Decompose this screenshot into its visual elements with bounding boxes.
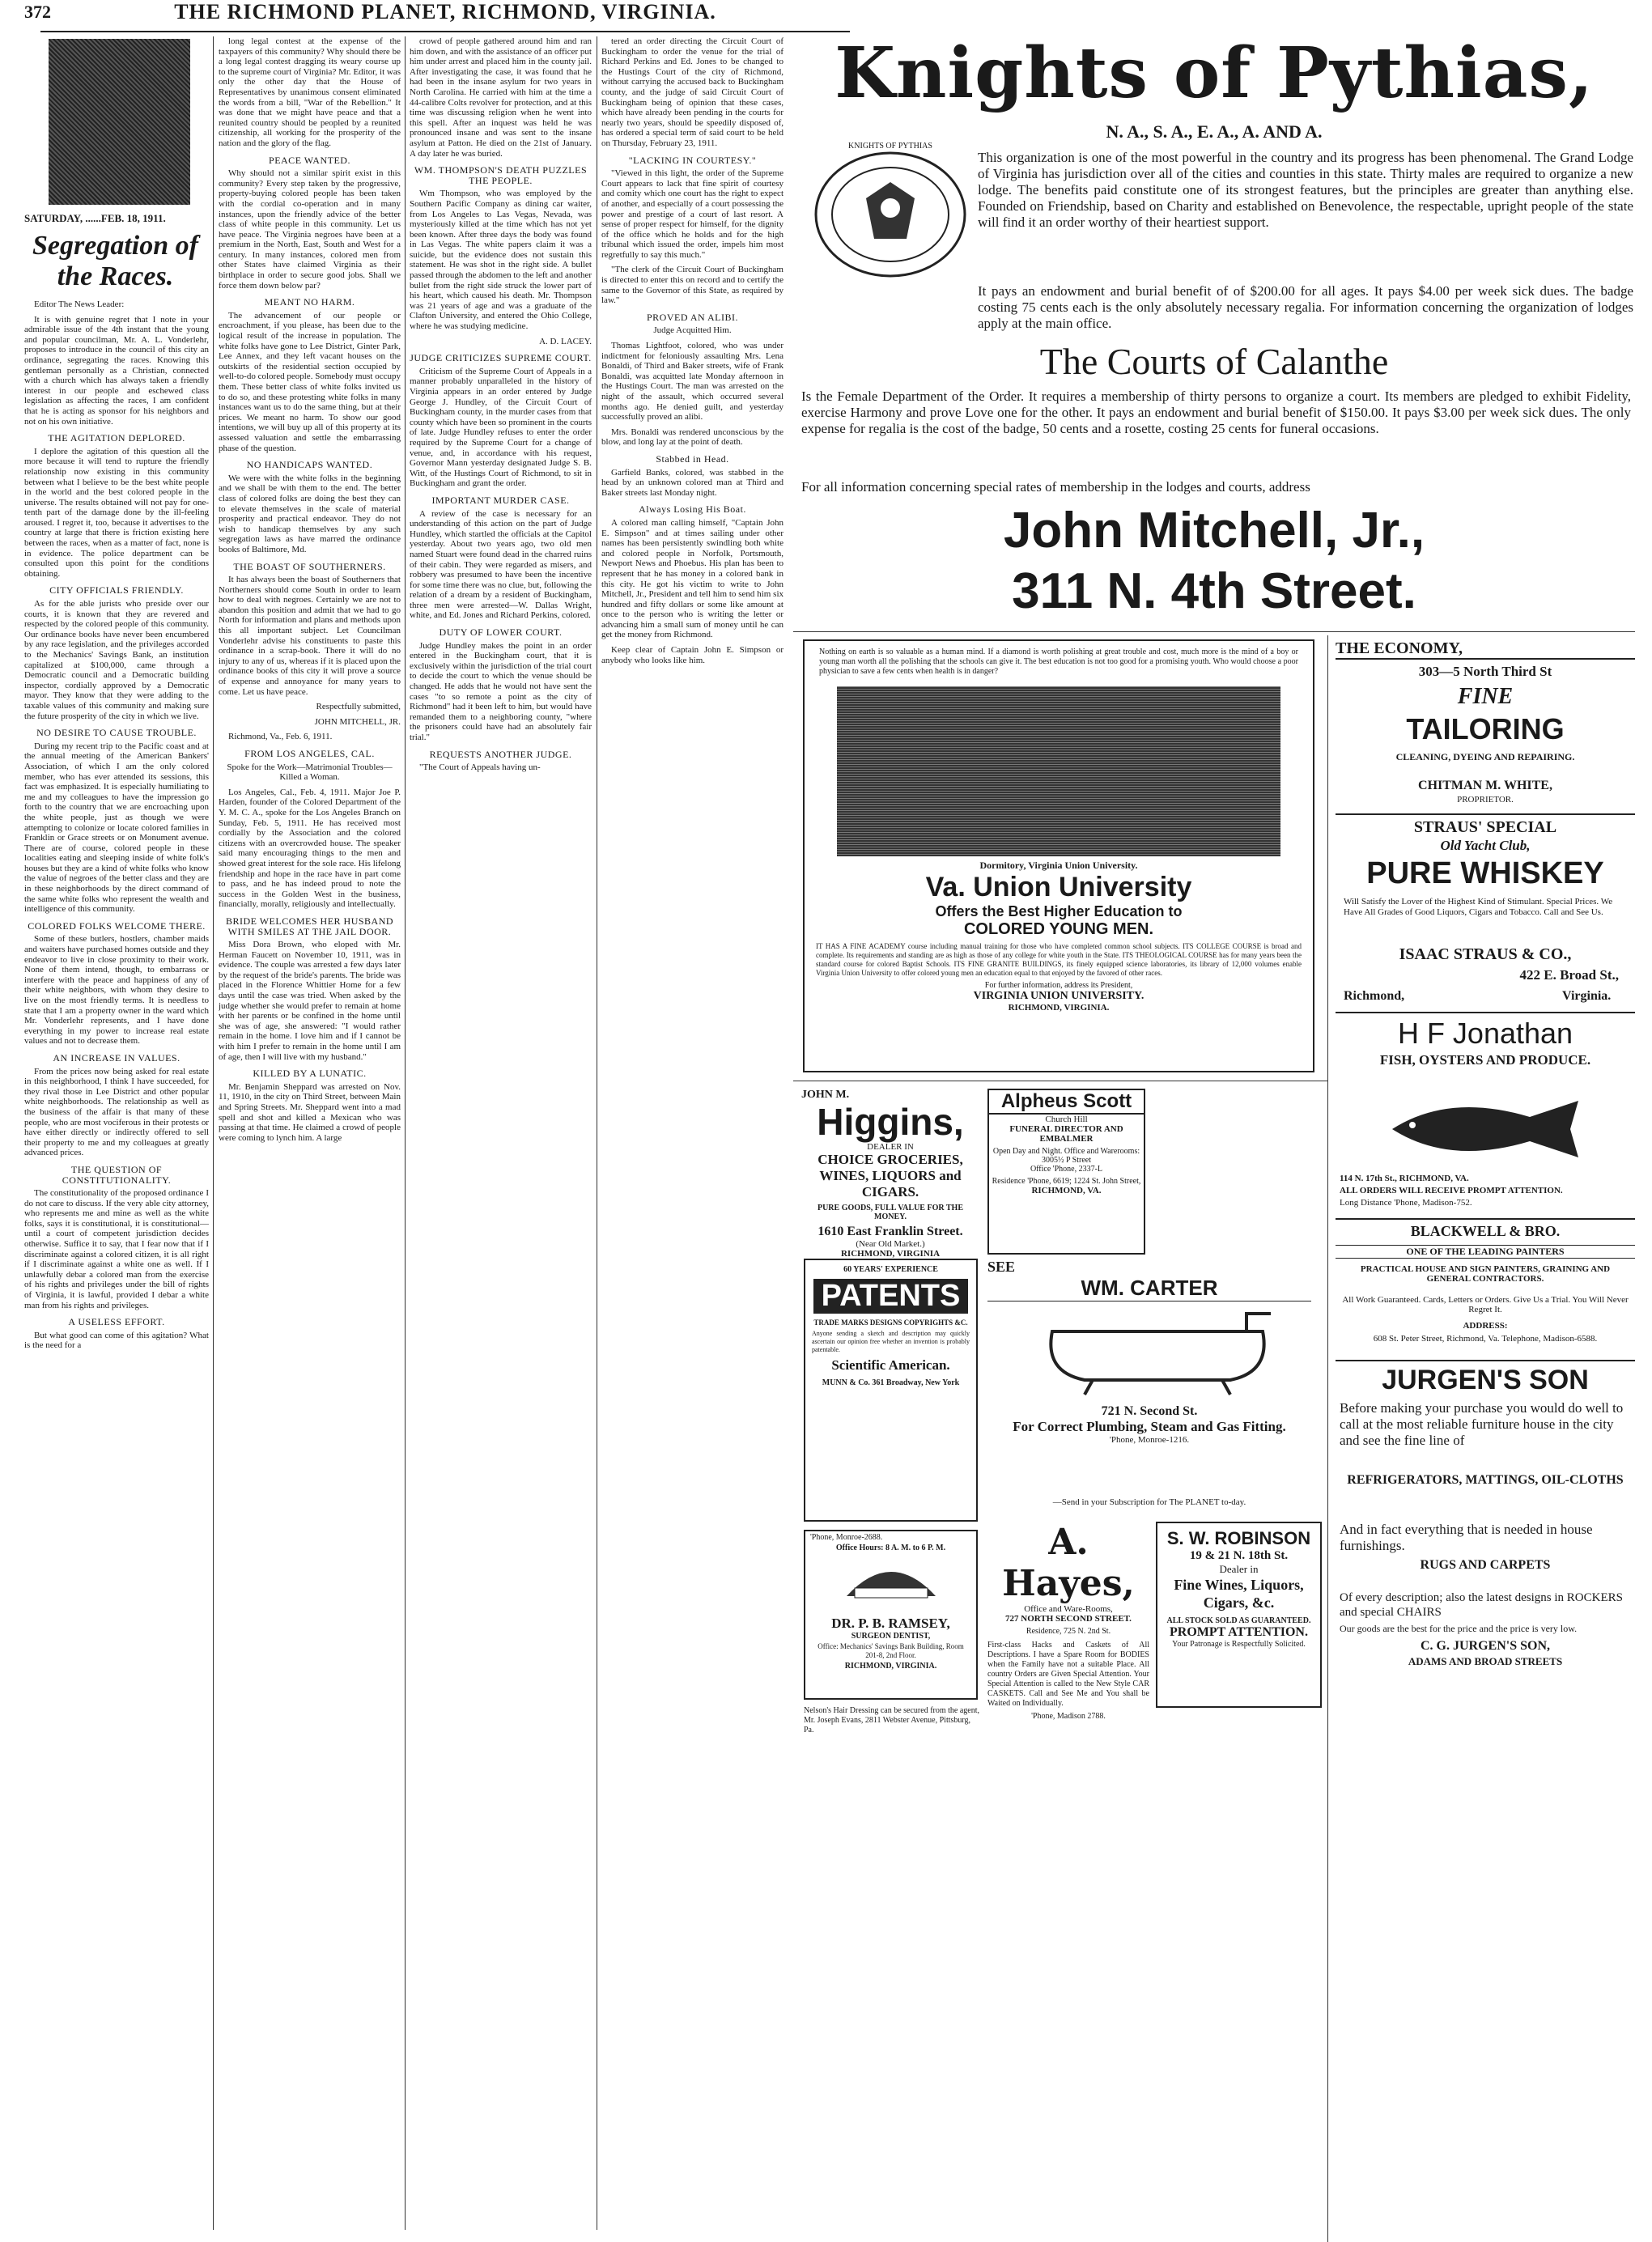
jonathan-address: 114 N. 17th St., RICHMOND, VA. xyxy=(1340,1174,1469,1183)
jonathan-name: H F Jonathan xyxy=(1336,1012,1635,1051)
blackwell-address: 608 St. Peter Street, Richmond, Va. Telephone, Madison-6588. xyxy=(1373,1334,1598,1344)
carter-address: 721 N. Second St. xyxy=(1101,1404,1198,1418)
editorial-paragraph: The constitutionality of the proposed ordinance I do not care to discuss. If the very able city attorney, who represents me and mine as well as the white folks, says it is constitutional, it is constitutional—until a court of competent jurisdiction decides otherwise. Suffice it to say, that I fear now that if I discriminate against a colored citizen, it is all right if I discriminate against a white one as well. If I unlawfully debar a colored man from the exercise of his rights and privileges under the bill of rights of Virginia, it is lawful, provided I debar a white man from his rights and privileges. xyxy=(24,1188,209,1310)
editorial-subhead: THE AGITATION DEPLORED. xyxy=(48,432,185,444)
higgins-near: (Near Old Market.) xyxy=(856,1239,925,1249)
ramsey-phone: 'Phone, Monroe-2688. xyxy=(810,1533,883,1542)
article-paragraph: Judge Hundley makes the point in an order entered in the Buckingham court, that it is exclusively within the jurisdiction of the trial court to decide the court to which the venue should be changed. He adds that he would not have sent the cases "to so remote a point as the city of Richmond" had it been left to him, but would have remanded them to a neighboring county, "where the prisoners could have had an absolutely fair trial." xyxy=(410,640,592,742)
editorial-subhead: COLORED FOLKS WELCOME THERE. xyxy=(28,919,206,932)
higgins-goods: CHOICE GROCERIES, WINES, LIQUORS and CIGARS. xyxy=(818,1152,963,1200)
article-subhead: THE BOAST OF SOUTHERNERS. xyxy=(233,560,386,572)
patents-sci: Scientific American. xyxy=(831,1357,950,1373)
carter-see: SEE xyxy=(987,1259,1016,1275)
editorial-paragraph: As for the able jurists who preside over our courts, it is known that they are revered and respected by the colored people of this community. Our ordinance books have never been encumbered by any race legislation, and the privileges accorded to the Mechanics' Savings Bank, an institution capitalized at $100,000, came through a Democratic council and a Democratic building inspector, cordially approved by a Democratic mayor. They know that they were adding to the taxable values of this community and making sure the future prosperity of the city in which we live. xyxy=(24,599,209,721)
scott-name: Alpheus Scott xyxy=(989,1090,1144,1115)
vuu-body: IT HAS A FINE ACADEMY course including manual training for those who have completed common school subjects. ITS COLLEGE COURSE is broad and complete. Its requirements and standing are as high as those of any college for white youth in the State. ITS THEOLOGICAL COURSE has for many years been the standard course for colored Baptist Schools. ITS FINE GRANITE BUILDINGS, its finely equipped science laboratories, its library of 12,000 volumes enable Virginia Union University to offer colored young men an education equal to that enjoyed by the favored of other races. xyxy=(816,942,1302,977)
hayes-residence: Residence, 725 N. 2nd St. xyxy=(1026,1627,1111,1636)
scott-residence: Residence 'Phone, 6619; 1224 St. John Street, xyxy=(992,1177,1141,1186)
article-paragraph: It has always been the boast of Southerners that Northerners should come South in order to learn how to deal with negroes. Certainly we are not to abandon this position and admit that we had to go North for information and plans and methods upon this all important subject. Let Councilman Vonderlehr advise his constituents to paste this ordinance in a scrap-book. There it will do no injury to any of us, whereas if it is placed upon the ordinance books of this city it will prove a source of expense and annoyance for many years to come. Let us have peace. xyxy=(219,575,401,697)
article-headline: BRIDE WELCOMES HER HUSBAND WITH SMILES AT THE JAIL DOOR. xyxy=(225,915,394,937)
editorial-paragraph: Some of these butlers, hostlers, chamber maids and waiters have purchased homes outside and they endeavor to live in close proximity to their work. None of them intend, though, to embarrass or interfere with the peace and happiness of any of their white neighbors, with whom they desire to live on the most friendly terms. It is needless to state that I am a property owner in the ward which Mr. Vonderlehr represents, and I have done everything in my power to increase real estate values and not to decrease them. xyxy=(24,934,209,1047)
editorial-subhead: AN INCREASE IN VALUES. xyxy=(53,1051,180,1064)
economy-fine: FINE xyxy=(1457,684,1514,709)
ramsey-hours: Office Hours: 8 A. M. to 6 P. M. xyxy=(835,1543,946,1552)
straus-body: Will Satisfy the Lover of the Highest Kind of Stimulant. Special Prices. We Have All Grades of Good Liquors, Cigars and Tobacco. Call and See Us. xyxy=(1344,897,1613,917)
jurgen-name: JURGEN'S SON xyxy=(1336,1360,1635,1396)
vuu-footer: VIRGINIA UNION UNIVERSITY. xyxy=(973,990,1145,1002)
jurgen-body: Before making your purchase you would do well to call at the most reliable furniture house in the city and see the fine line of xyxy=(1340,1400,1624,1448)
editorial-column-2 xyxy=(219,36,401,2230)
article-subhead: IMPORTANT MURDER CASE. xyxy=(431,494,570,506)
hayes-sub: Office and Ware-Rooms, xyxy=(1024,1604,1113,1614)
knights-subtitle: N. A., S. A., E. A., A. AND A. xyxy=(1106,121,1323,142)
carter-trade: For Correct Plumbing, Steam and Gas Fitting. xyxy=(1013,1419,1286,1434)
article-subhead: REQUESTS ANOTHER JUDGE. xyxy=(429,748,572,760)
editorial-paragraph: I deplore the agitation of this question all the more because it will tend to rupture the friendly relationship now existing in this community between what I believe to be the best white people in the world and the best colored people in the universe. The results obtained will not pay for one-tenth part of the damage done by the ill-feeling aroused. I regret it, too, because it advertises to the country at large that there is friction existing here between the races, when as a matter of fact, none is in evidence. The police department can be consulted upon this point for the conditions obtaining. xyxy=(24,446,209,579)
dormitory-photo xyxy=(837,686,1280,856)
jonathan-orders: ALL ORDERS WILL RECEIVE PROMPT ATTENTION. xyxy=(1340,1186,1563,1195)
ramsey-office: Office: Mechanics' Savings Bank Building, Room 201-8, 2nd Floor. xyxy=(818,1642,964,1659)
economy-role: PROPRIETOR. xyxy=(1457,795,1514,805)
higgins-name: Higgins, xyxy=(817,1101,964,1143)
calanthe-body: Is the Female Department of the Order. It requires a membership of thirty persons to organize a court. Its members are pledged to exhibit Fidelity, exercise Harmony and prove Love one for the other. It pays an endowment and burial benefit of $150.00. It pays $3.00 per week sick dues. The only expense for regalia is the cost of the badge, 50 cents and a rosette, costing 25 cents for funeral occasions. xyxy=(801,389,1631,436)
scott-ad xyxy=(987,1089,1145,1255)
place-date: Richmond, Va., Feb. 6, 1911. xyxy=(228,732,333,742)
signoff: Respectfully submitted, xyxy=(316,702,401,712)
knights-body: This organization is one of the most powerful in the country and its progress has been phenomenal. The Grand Lodge of Virginia has jurisdiction over all of the cities and counties in this state. Thirty males are required to organize a new lodge. The benefits paid constitute one of its strongest features, but the principles are greater than anything else. Founded on Friendship, based on Charity and established on Benevolence, the respectable, upright people of the state will find it an order worthy of their heartiest support. xyxy=(978,150,1633,230)
robinson-dealer: Dealer in xyxy=(1219,1563,1259,1575)
article-paragraph: long legal contest at the expense of the taxpayers of this community? Why should there be a long legal contest dragging its weary course up to the supreme court of Virginia? Mr. Editor, it was only the other day that the House of Representatives by unanimous consent eliminated the words from a bill, "War of the Rebellion." It was done that we might have peace and that a reunited country should be peopled by a reunited citizenship, all working for the prosperity of the nation and the glory of the flag. xyxy=(219,36,401,148)
editorial-paragraph: During my recent trip to the Pacific coast and at the annual meeting of the American Bankers' Association, of which I am the only colored member, who has ever attended its sessions, this fact was emphasized. It is especially humiliating to me and my colleagues to have the impression go forth to the country that we are encroaching upon the white people, just as though we were attempting to colonize or locate colored families in Franklin or Grace streets or on Monument avenue. There are of course, colored people in these localities eating and sleeping inside of white folk's houses but they are a kind of white folks who know the value of negroes of the better class and they are in these neighborhoods by the direct command of the same white folks who represent the wealth and intelligence of this community. xyxy=(24,741,209,915)
economy-owner: CHITMAN M. WHITE, xyxy=(1418,779,1552,792)
article-paragraph: crowd of people gathered around him and ran him down, and with the assistance of an officer put him under arrest and placed him in the county jail. After investigating the case, it was found that he had been in the insane asylum for two years in North Carolina. He carried with him at the time a 44-calibre Colts revolver for protection, and at this time was discussing religion when he went into this spell. After an inquest was held he was pronounced insane and was sent to the insane asylum at Patton. He died on the 21st of January. A day later he was buried. xyxy=(410,36,592,159)
economy-name: THE ECONOMY, xyxy=(1336,639,1635,660)
carter-name: WM. CARTER xyxy=(987,1276,1311,1301)
jurgen-sign: C. G. JURGEN'S SON, xyxy=(1420,1639,1551,1653)
article-paragraph: We were with the white folks in the beginning and we shall be with them to the end. The better class of colored folks are doing the best they can to elevate themselves in the scale of material prosperity and practical endeavor. They do not wish to handicap themselves by any such segregation laws as have marred the ordinance books of Baltimore, Md. xyxy=(219,473,401,554)
patents-ad xyxy=(804,1259,978,1522)
nelson-notice: Nelson's Hair Dressing can be secured from the agent, Mr. Joseph Evans, 2811 Webster Avenue, Pittsburg, Pa. xyxy=(804,1706,980,1735)
article-subhead: PEACE WANTED. xyxy=(269,154,350,166)
article-paragraph: "The clerk of the Circuit Court of Buckingham is directed to enter this on record and to certify the same to the Governor of this State, as required by law." xyxy=(601,265,784,306)
pythias-seal-icon xyxy=(809,150,971,279)
blackwell-name: BLACKWELL & BRO. xyxy=(1336,1218,1635,1240)
patents-body: Anyone sending a sketch and description may quickly ascertain our opinion free whether an invention is probably patentable. xyxy=(812,1330,970,1353)
patents-years: 60 YEARS' EXPERIENCE xyxy=(843,1265,938,1274)
article-headline: FROM LOS ANGELES, CAL. xyxy=(244,748,375,759)
page-number: 372 xyxy=(24,2,51,22)
vuu-intro: Nothing on earth is so valuable as a human mind. If a diamond is worth polishing at great trouble and cost, much more is the mind of a boy or young man worth all the polishing that the schools can give it. The best education is not too good for a promising youth. Who would choose a poor physician to save a few cents when health is in danger? xyxy=(819,648,1298,676)
blackwell-address-label: ADDRESS: xyxy=(1463,1321,1508,1331)
jurgen-address: ADAMS AND BROAD STREETS xyxy=(1408,1655,1563,1667)
vuu-caption: Dormitory, Virginia Union University. xyxy=(979,860,1138,871)
jurgen-items2: RUGS AND CARPETS xyxy=(1420,1558,1551,1572)
article-subhead: MEANT NO HARM. xyxy=(264,296,355,308)
dateline: SATURDAY, ......FEB. 18, 1911. xyxy=(24,212,166,224)
straus-club: Old Yacht Club, xyxy=(1440,838,1531,853)
contact-name: John Mitchell, Jr., xyxy=(1003,503,1425,558)
scott-hours: Open Day and Night. Office and Warerooms: 3005½ P Street xyxy=(992,1147,1140,1165)
article-paragraph: A colored man calling himself, "Captain John E. Simpson" and at times sailing under other names has been persistently swindling both white and colored people in Norfolk, Portsmouth, Newport News and Phoebus. His plan has been to represent that he has money in a colored bank in this city. He got his victim to write to John Mitchell, Jr., President and tell him to send him six hundred and fifty dollars or some like amount at once to the person who is writing the letter or advancing him a small sum of money until he can get the money from Richmond. xyxy=(601,517,784,640)
vuu-footer-city: RICHMOND, VIRGINIA. xyxy=(1008,1003,1110,1013)
robinson-address: 19 & 21 N. 18th St. xyxy=(1189,1549,1289,1562)
carter-details xyxy=(987,1404,1311,1445)
editorial-paragraph: From the prices now being asked for real estate in this neighborhood, I think I have succeeded, for they rival those in Lee District and other popular white neighborhoods. The relationship as well as the business of the affair is that many of these people, who are most vociferous in their protests or have either directly or indirectly offered to sell their property to me and my colleagues at greatly advanced prices. xyxy=(24,1066,209,1158)
editorial-subhead: CITY OFFICIALS FRIENDLY. xyxy=(49,584,184,597)
straus-product: PURE WHISKEY xyxy=(1366,856,1604,890)
straus-city: Richmond, xyxy=(1344,989,1405,1003)
article-headline: WM. THOMPSON'S DEATH PUZZLES THE PEOPLE. xyxy=(414,164,588,186)
patents-title: PATENTS xyxy=(813,1279,968,1314)
vuu-name: Va. Union University xyxy=(925,872,1192,902)
ramsey-city: RICHMOND, VIRGINIA. xyxy=(844,1662,937,1671)
blackwell-body: All Work Guaranteed. Cards, Letters or Orders. Give Us a Trial. You Will Never Regret It. xyxy=(1342,1295,1629,1314)
article-paragraph: "The Court of Appeals having un- xyxy=(419,762,541,773)
column-rule xyxy=(1327,635,1328,2242)
scott-trade: FUNERAL DIRECTOR AND EMBALMER xyxy=(1009,1124,1123,1144)
calanthe-title: The Courts of Calanthe xyxy=(1039,341,1389,382)
tooth-icon xyxy=(830,1556,952,1612)
jurgen-items: REFRIGERATORS, MATTINGS, OIL-CLOTHS xyxy=(1347,1473,1624,1487)
jurgen-body2: And in fact everything that is needed in house furnishings. xyxy=(1340,1522,1593,1553)
ramsey-trade: SURGEON DENTIST, xyxy=(851,1632,931,1641)
portrait-image xyxy=(49,39,190,205)
robinson-goods: Fine Wines, Liquors, Cigars, &c. xyxy=(1174,1577,1304,1611)
article-paragraph: Thomas Lightfoot, colored, who was under indictment for feloniously assaulting Mrs. Lena Bonaldi, of Third and Baker streets, wife of Frank Bonaldi, was acquitted late Monday afternoon in the Hustings Court. The man was arrested on the night of the assault, which occurred several months ago. He denied guilt, and yesterday successfully proved an alibi. xyxy=(601,341,784,422)
article-paragraph: Mrs. Bonaldi was rendered unconscious by the blow, and long lay at the point of death. xyxy=(601,427,784,448)
patents-munn: MUNN & Co. 361 Broadway, New York xyxy=(822,1378,960,1387)
blackwell-services: PRACTICAL HOUSE AND SIGN PAINTERS, GRAINING AND GENERAL CONTRACTORS. xyxy=(1360,1264,1611,1284)
article-paragraph: Miss Dora Brown, who eloped with Mr. Herman Faucett on November 10, 1911, was in evidence. The couple was arrested a few days later by the request of the bride's parents. The bride was placed in the Florence Whittier Home for a few days until the case was tried. When asked by the judge whether she would prefer to remain at home with her parents or be confined in the home until she was of age, she answered: "I would rather remain in the home. I love him and if I cannot be with him I prefer to remain in the home until I am of age, then I will live with my husband." xyxy=(219,940,401,1062)
signer: JOHN MITCHELL, JR. xyxy=(314,716,401,727)
straus-state: Virginia. xyxy=(1562,989,1612,1003)
carter-ad xyxy=(987,1259,1311,1301)
article-headline: Stabbed in Head. xyxy=(656,452,729,465)
article-paragraph: Garfield Banks, colored, was stabbed in the head by an unknown colored man at Third and Baker streets last Monday night. xyxy=(601,467,784,498)
knights-title: Knights of Pythias, xyxy=(834,32,1594,114)
article-deck: Spoke for the Work—Matrimonial Troubles—Killed a Woman. xyxy=(227,762,393,783)
editorial-paragraph: But what good can come of this agitation? What is the need for a xyxy=(24,1330,209,1351)
robinson-guarantee: ALL STOCK SOLD AS GUARANTEED. xyxy=(1166,1616,1311,1625)
jonathan-trade: FISH, OYSTERS AND PRODUCE. xyxy=(1379,1052,1591,1068)
hayes-body: First-class Hacks and Caskets of All Descriptions. I have a Spare Room for BODIES when the Family have not a suitable Place. All country Orders are Given Special Attention. Your Special Attention is called to the New Style CAR CASKETS. Call and See Me and You shall be Waited on Individually. xyxy=(987,1641,1149,1708)
vuu-footer-intro: For further information, address its President, xyxy=(984,981,1133,990)
ramsey-ad xyxy=(804,1530,978,1700)
masthead-title: THE RICHMOND PLANET, RICHMOND, VIRGINIA. xyxy=(40,0,850,32)
article-paragraph: Mr. Benjamin Sheppard was arrested on Nov. 11, 1910, in the city on Third Street, between Main and Spring Streets. Mr. Sheppard went into a mad spell and shot and killed a Mexican who was passing at that time. He claimed a crowd of people were coming to lynch him. A large xyxy=(219,1081,401,1143)
article-headline: PROVED AN ALIBI. xyxy=(646,311,738,323)
vuu-target: COLORED YOUNG MEN. xyxy=(963,920,1154,938)
scott-city: RICHMOND, VA. xyxy=(1031,1186,1102,1195)
hayes-phone: 'Phone, Madison 2788. xyxy=(1031,1712,1106,1721)
scott-church: Church Hill xyxy=(1045,1115,1088,1124)
straus-head: STRAUS' SPECIAL xyxy=(1336,813,1635,837)
hayes-name: A. Hayes, xyxy=(1002,1522,1135,1604)
article-deck: Judge Acquitted Him. xyxy=(653,325,732,336)
carter-phone: 'Phone, Monroe-1216. xyxy=(1109,1435,1190,1445)
news-column-4 xyxy=(601,36,784,1647)
higgins-pre: JOHN M. xyxy=(801,1089,850,1101)
economy-services: CLEANING, DYEING AND REPAIRING. xyxy=(1395,751,1575,762)
editorial-subhead: THE QUESTION OF CONSTITUTIONALITY. xyxy=(62,1163,172,1186)
editorial-headline: Segregation of the Races. xyxy=(32,231,198,291)
article-paragraph: Los Angeles, Cal., Feb. 4, 1911. Major Joe P. Harden, founder of the Colored Department of the Y. M. C. A., spoke for the Los Angeles Branch on Sunday, Feb. 5, 1911. He has received most cordially by the Association and the colored citizens with an overcrowded house. The speaker said many encouraging things to the men and showed great interest for the sole race. His lifelong friendship and hope in the race have in part come to pass, and he has indeed proud to note the success in the Golden West in the business, financially, morally, religiously and intellectually. xyxy=(219,787,401,910)
robinson-ad xyxy=(1156,1522,1322,1708)
higgins-address: 1610 East Franklin Street. xyxy=(818,1225,963,1238)
column-rule xyxy=(213,36,214,2230)
article-subhead: "LACKING IN COURTESY." xyxy=(628,154,757,166)
vuu-offer: Offers the Best Higher Education to xyxy=(935,903,1183,919)
bathtub-icon xyxy=(1004,1307,1311,1396)
article-headline: JUDGE CRITICIZES SUPREME COURT. xyxy=(410,352,592,364)
higgins-city: RICHMOND, VIRGINIA xyxy=(840,1249,941,1259)
article-paragraph: tered an order directing the Circuit Court of Buckingham to order the venue for the trial of Richard Perkins and Ed. Jones to be changed to the Hustings Court of the city of Richmond, without carrying the accused back to Buckingham county, and the judge of said Circuit Court of Buckingham being of opinion that these cases, which have already been pending in the courts for nearly two years, should be speedily disposed of, has ordered a special term of said court to be held on Thursday, February 23, 1911. xyxy=(601,36,784,148)
jonathan-phone: Long Distance 'Phone, Madison-752. xyxy=(1340,1198,1472,1208)
news-column-3 xyxy=(410,36,592,2230)
higgins-dealer: DEALER IN xyxy=(867,1142,914,1152)
straus-address: 422 E. Broad St., xyxy=(1519,967,1619,983)
jurgen-body4: Our goods are the best for the price and the price is very low. xyxy=(1340,1623,1578,1634)
article-paragraph: The advancement of our people or encroachment, if you please, has been due to the logical result of the increase in population. The white folks have gone to Lee District, Ginter Park, Lee Annex, and they left vacant houses on the outskirts of the residential section occupied by well-to-do colored people. Somebody must occupy them. These better class of white folks invited us to do so, and these protesting white folks in many instances want us to do the same thing, but at their prices. We meant no harm. To show our good intentions, we will buy up all of this property at its assessed valuation and settle the embarrassing phase of the question. xyxy=(219,310,401,453)
section-rule xyxy=(793,631,1635,632)
robinson-prompt: PROMPT ATTENTION. xyxy=(1170,1625,1308,1639)
article-subhead: DUTY OF LOWER COURT. xyxy=(439,626,563,639)
article-paragraph: Criticism of the Supreme Court of Appeals in a manner probably unparalleled in the history of Virginia appears in an order entered by Judge George J. Hundley, of the Circuit Court of Buckingham county, in the murder cases from that county which have been so prominent in the courts of late. Judge Hundley refuses to enter the order required by the Supreme Court for a change of venue, and, in accordance with his request, Governor Mann yesterday designated Judge S. B. Witt, of the Hustings Court of Richmond, to sit in Buckingham and grant the order. xyxy=(410,366,592,489)
article-paragraph: "Viewed in this light, the order of the Supreme Court appears to lack that fine spirit of courtesy and comity which one court has the right to expect of another, and especially of a court possessing the power and prestige of a court of last resort. A sense of proper respect for himself, for the dignity of the office which he holds and for the high tribunal which issued the order, impels him most regretfully to say this much." xyxy=(601,168,784,260)
seal-label: KNIGHTS OF PYTHIAS xyxy=(848,142,932,151)
article-paragraph: A review of the case is necessary for an understanding of this action on the part of Judge Hundley, which startled the officials at the Capitol yesterday. About two years ago, two old men named Stuart were found dead in the charred ruins of their cabin. They were regarded as misers, and robbery was presumed to have been the incentive for some time there was no clue, but, following the relation of a dream by a resident of Buckingham, three men were arrested—W. Dallas Wright, white, and Ed. Jones and Richard Perkins, colored. xyxy=(410,508,592,621)
robinson-name: S. W. ROBINSON xyxy=(1166,1528,1311,1548)
economy-tailoring: TAILORING xyxy=(1406,712,1565,745)
hayes-ad xyxy=(987,1522,1149,1721)
blackwell-tag: ONE OF THE LEADING PAINTERS xyxy=(1336,1245,1635,1259)
signer: A. D. LACEY. xyxy=(539,336,592,346)
vuu-ad xyxy=(803,639,1314,1072)
jurgen-body3: Of every description; also the latest designs in ROCKERS and special CHAIRS xyxy=(1340,1591,1623,1619)
article-paragraph: Wm Thompson, who was employed by the Southern Pacific Company as dining car waiter, from Los Angeles to Las Vegas, Nevada, was mysteriously killed at the time which has not yet been known. After three days the body was found in Las Vegas. The white papers claim it was a suicide, but the evidence does not sustain this statement. He was shot in the right side. A bullet passed through the abdomen to the left and another bullet from the right side struck the lower part of his heart, which caused his death. Mr. Thompson was 21 years of age and was a graduate of the Clafton University, and entered the Ohio College, where he was studying medicine. xyxy=(410,189,592,332)
editorial-subhead: NO DESIRE TO CAUSE TROUBLE. xyxy=(36,727,197,739)
article-headline: Always Losing His Boat. xyxy=(639,503,746,516)
higgins-value: PURE GOODS, FULL VALUE FOR THE MONEY. xyxy=(817,1204,964,1221)
knights-benefits: It pays an endowment and burial benefit of of $200.00 for all ages. It pays $4.00 per week sick dues. The badge costing 75 cents each is the only absolutely necessary regalia. For information concerning the organization of lodges apply at the main office. xyxy=(978,283,1633,331)
article-headline: KILLED BY A LUNATIC. xyxy=(253,1068,367,1080)
editorial-column-1 xyxy=(24,299,209,2226)
ramsey-name: DR. P. B. RAMSEY, xyxy=(831,1616,950,1631)
article-paragraph: Why should not a similar spirit exist in this community? Every step taken by the progressive, property-buying colored people has been taken with the cordial co-operation and in many instances, upon the friendly advice of the better class of white people in this community. Let us have peace. The Virginia negroes have been at a premium in the North, East, South and West for a century. In many instances, colored men from other States have claimed Virginia as their birthplace in order to secure good jobs. Shall we force them down below par? xyxy=(219,168,401,291)
fish-icon xyxy=(1376,1093,1595,1166)
economy-address: 303—5 North Third St xyxy=(1418,664,1552,679)
article-paragraph: Keep clear of Captain John E. Simpson or anybody who looks like him. xyxy=(601,645,784,665)
article-subhead: NO HANDICAPS WANTED. xyxy=(246,459,373,471)
hayes-address: 727 NORTH SECOND STREET. xyxy=(1005,1614,1132,1624)
salutation: Editor The News Leader: xyxy=(34,299,125,309)
robinson-solicit: Your Patronage is Respectfully Solicited. xyxy=(1172,1640,1306,1649)
scott-phone: Office 'Phone, 2337-L xyxy=(1030,1165,1103,1174)
calanthe-address-intro: For all information concerning special rates of membership in the lodges and courts, address xyxy=(801,479,1310,495)
editorial-subhead: A USELESS EFFORT. xyxy=(68,1316,165,1328)
subscribe-note: —Send in your Subscription for The PLANET to-day. xyxy=(1052,1497,1246,1507)
editorial-paragraph: It is with genuine regret that I note in your admirable issue of the 4th instant that the young and popular councilman, Mr. A. L. Vonderlehr, proposes to introduce in the council of this city an ordinance, segregating the races. Knowing this gentleman personally as a Christian, connected with a church which has always taken a friendly interest in our people and eschewed class legislation as affecting the races, I am confident that he is acting as sponsor for his neighbors and not on his own initiative. xyxy=(24,314,209,427)
higgins-ad xyxy=(801,1089,979,1259)
straus-name: ISAAC STRAUS & CO., xyxy=(1399,945,1572,963)
contact-street: 311 N. 4th Street. xyxy=(1012,563,1416,619)
patents-marks: TRADE MARKS DESIGNS COPYRIGHTS &C. xyxy=(813,1318,968,1327)
column-rule xyxy=(405,36,406,2230)
